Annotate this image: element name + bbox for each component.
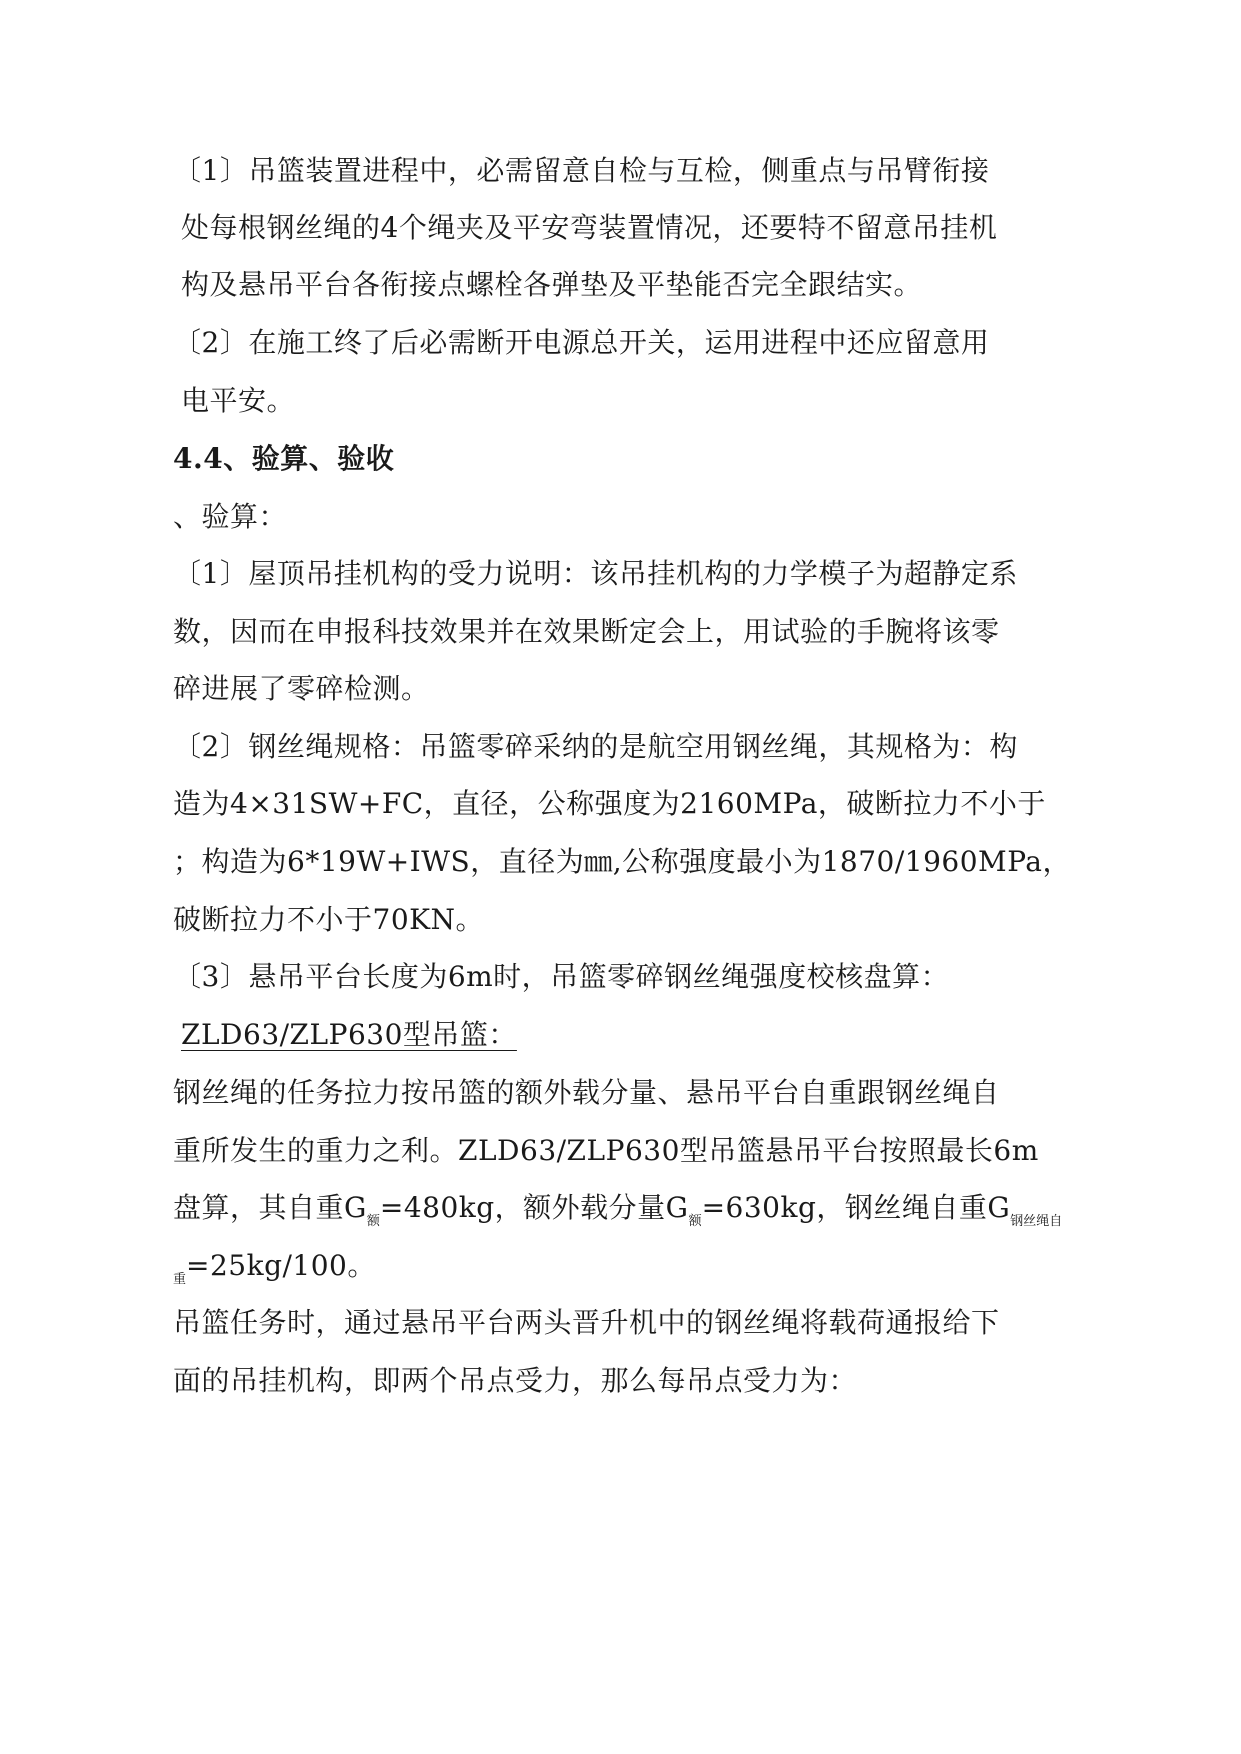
paragraph-1-line-1: 〔1〕吊篮装置进程中，必需留意自检与互检，侧重点与吊臂衔接 — [173, 154, 990, 187]
paragraph-3-line-1: 〔1〕屋顶吊挂机构的受力说明：该吊挂机构的力学模子为超静定系 — [173, 557, 1018, 590]
formula-text: =25kg/100。 — [186, 1249, 376, 1282]
paragraph-4-line-2: 造为4×31SW+FC，直径，公称强度为2160MPa，破断拉力不小于 — [173, 787, 1046, 820]
section-heading: 4.4、验算、验收 — [173, 442, 395, 475]
paragraph-6-line-3 — [173, 1190, 1063, 1229]
paragraph-5-line-1: 〔3〕悬吊平台长度为6m时，吊篮零碎钢丝绳强度校核盘算： — [173, 960, 950, 993]
paragraph-1-line-2: 处每根钢丝绳的4个绳夹及平安弯装置情况，还要特不留意吊挂机 — [181, 211, 998, 244]
subscript: 额 — [688, 1214, 702, 1229]
paragraph-2-line-1: 〔2〕在施工终了后必需断开电源总开关，运用进程中还应留意用 — [173, 326, 990, 359]
subscript: 钢丝绳自 — [1010, 1214, 1063, 1229]
model-heading: ZLD63/ZLP630型吊篮： — [181, 1018, 517, 1051]
subscript: 重 — [173, 1272, 187, 1287]
paragraph-3-line-3: 碎进展了零碎检测。 — [173, 672, 430, 705]
paragraph-4-line-4: 破断拉力不小于70KN。 — [173, 903, 485, 936]
formula-text: =630kg，钢丝绳自重G — [701, 1191, 1011, 1224]
paragraph-4-line-1: 〔2〕钢丝绳规格：吊篮零碎采纳的是航空用钢丝绳，其规格为：构 — [173, 730, 1018, 763]
paragraph-3-line-2: 数，因而在申报科技效果并在效果断定会上，用试验的手腕将该零 — [173, 615, 1000, 648]
paragraph-6-line-1: 钢丝绳的任务拉力按吊篮的额外载分量、悬吊平台自重跟钢丝绳自 — [173, 1076, 1000, 1109]
subscript: 额 — [366, 1214, 380, 1229]
formula-text: 盘算，其自重G — [173, 1191, 367, 1224]
paragraph-7-line-2: 面的吊挂机构，即两个吊点受力，那么每吊点受力为： — [173, 1364, 858, 1397]
sub-heading: 、验算： — [173, 500, 288, 533]
paragraph-2-line-2: 电平安。 — [181, 384, 296, 417]
paragraph-6-line-4 — [173, 1248, 376, 1290]
formula-text: =480kg，额外载分量G — [379, 1191, 689, 1224]
paragraph-7-line-1: 吊篮任务时，通过悬吊平台两头晋升机中的钢丝绳将载荷通报给下 — [173, 1306, 1000, 1339]
paragraph-6-line-2: 重所发生的重力之利。ZLD63/ZLP630型吊篮悬吊平台按照最长6m — [173, 1134, 1039, 1167]
paragraph-1-line-3: 构及悬吊平台各衔接点螺栓各弹垫及平垫能否完全跟结实。 — [181, 268, 923, 301]
paragraph-4-line-3: ；构造为6*19W+IWS，直径为㎜,公称强度最小为1870/1960MPa， — [173, 845, 1072, 878]
